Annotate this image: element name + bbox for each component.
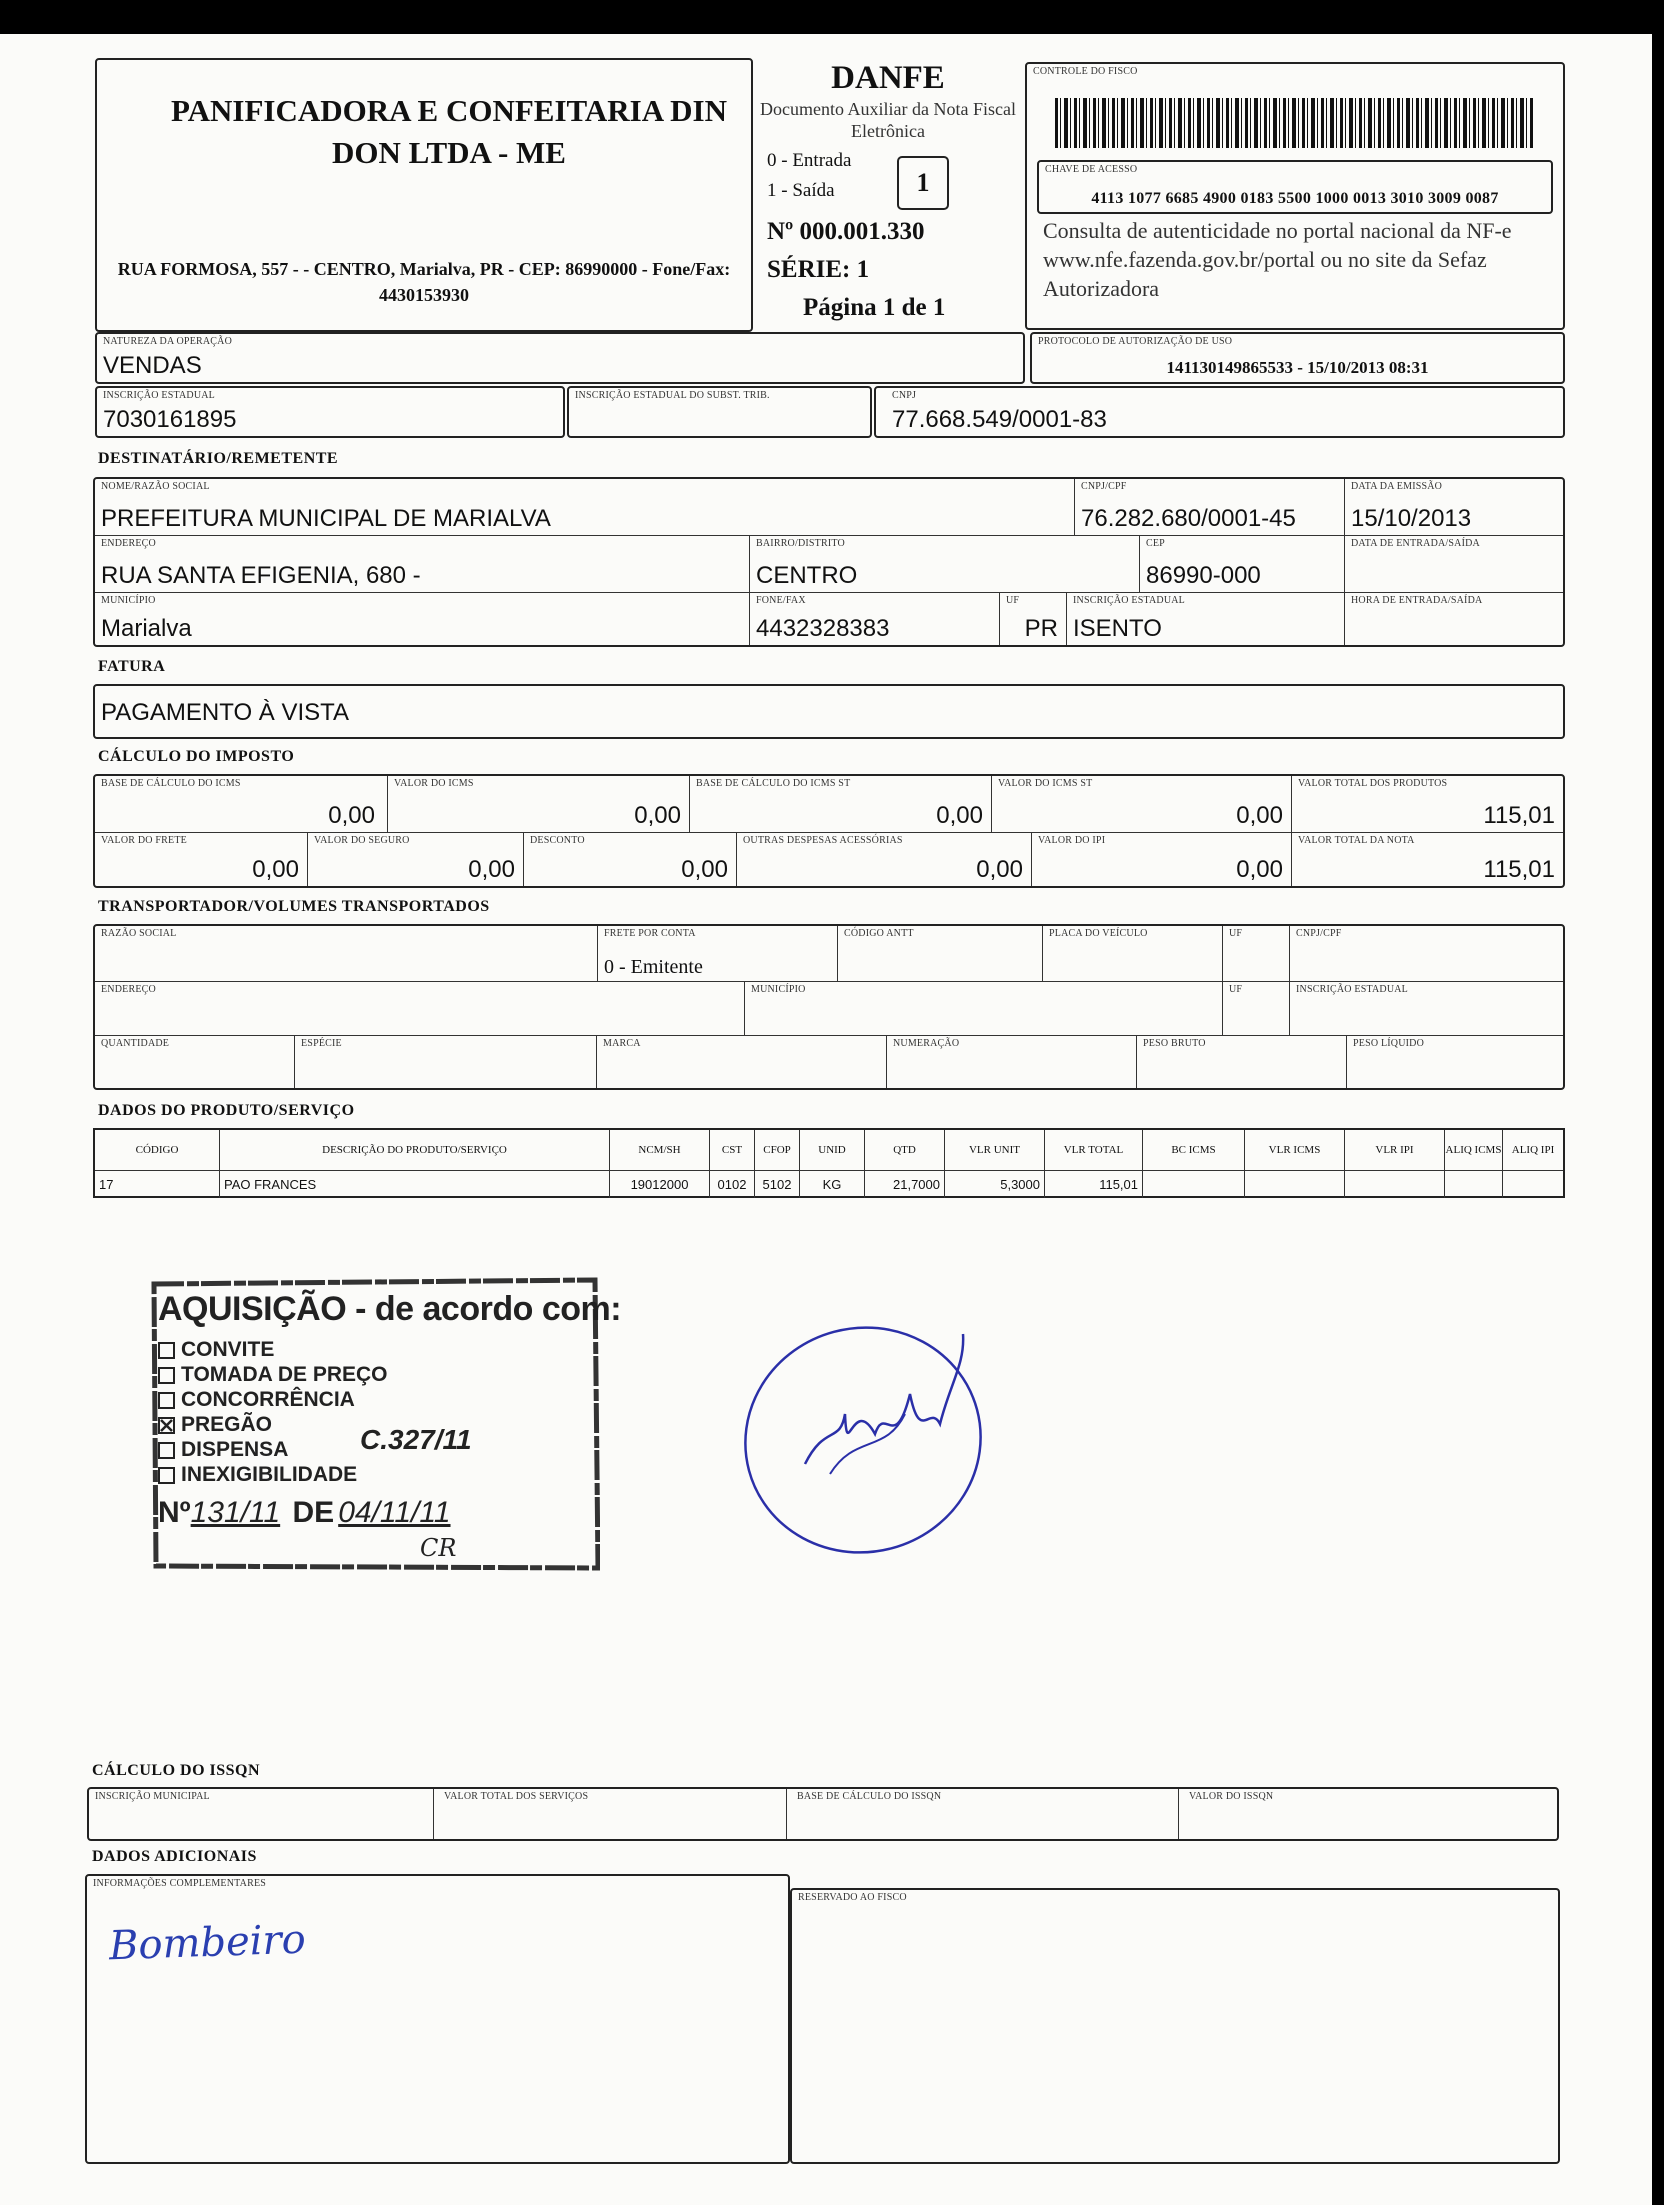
dest-cep-value: 86990-000: [1146, 562, 1261, 589]
transp-uf2-label: UF: [1229, 984, 1243, 995]
cnpj-emitente-label: CNPJ: [892, 390, 917, 401]
transp-frete-label: FRETE POR CONTA: [604, 928, 696, 939]
stamp-item-concorrencia-label: CONCORRÊNCIA: [181, 1388, 355, 1411]
transp-numeracao-cell: [887, 1036, 1137, 1088]
dest-uf-cell: [1000, 593, 1067, 645]
ipi-value: 0,00: [1236, 856, 1283, 883]
td-cfop: 5102: [755, 1170, 800, 1198]
info-handwritten: Bombeiro: [108, 1916, 307, 1970]
issqn-base-cell: [787, 1789, 1179, 1839]
stamp-item-concorrencia: [158, 1388, 355, 1412]
controle-fisco-box: [1025, 62, 1565, 330]
cnpj-emitente-box: [874, 386, 1565, 438]
th-aliq-ipi: ALIQ IPI: [1511, 1144, 1555, 1156]
transp-uf-label: UF: [1229, 928, 1243, 939]
destinatario-section: DESTINATÁRIO/REMETENTE: [98, 450, 339, 467]
base-icms-label: BASE DE CÁLCULO DO ICMS: [101, 778, 241, 789]
issqn-box: [87, 1787, 1559, 1841]
dest-cnpj-label: CNPJ/CPF: [1081, 481, 1127, 492]
valor-st-label: VALOR DO ICMS ST: [998, 778, 1093, 789]
stamp-item-dispensa-label: DISPENSA: [181, 1438, 289, 1461]
th-descricao: DESCRIÇÃO DO PRODUTO/SERVIÇO: [220, 1130, 610, 1170]
stamp-item-dispensa: [158, 1438, 288, 1462]
dest-endereco-cell: [95, 536, 750, 593]
fatura-value: PAGAMENTO À VISTA: [101, 699, 350, 726]
issqn-servicos-cell: [434, 1789, 787, 1839]
td-vlr-icms: [1245, 1170, 1345, 1198]
th-qtd: QTD: [865, 1130, 945, 1170]
base-st-label: BASE DE CÁLCULO DO ICMS ST: [696, 778, 851, 789]
transp-marca-cell: [597, 1036, 887, 1088]
dest-cnpj-value: 76.282.680/0001-45: [1081, 505, 1296, 532]
dest-cep-label: CEP: [1146, 538, 1165, 549]
transp-endereco-cell: [95, 982, 745, 1036]
danfe-serie: SÉRIE: 1: [767, 256, 870, 283]
dest-ie-cell: [1067, 593, 1345, 645]
dest-cep-cell: [1140, 536, 1345, 593]
stamp-numero-line: [158, 1496, 451, 1530]
checkbox-dispensa: [158, 1442, 175, 1459]
th-cfop: CFOP: [755, 1130, 800, 1170]
dest-nome-label: NOME/RAZÃO SOCIAL: [101, 481, 210, 492]
transp-ie-cell: [1290, 982, 1563, 1036]
td-vlr-unit: 5,3000: [945, 1170, 1045, 1198]
danfe-info: [753, 58, 1023, 332]
dest-nome-cell: [95, 479, 1075, 536]
transp-uf-cell: [1223, 926, 1290, 982]
dest-fone-label: FONE/FAX: [756, 595, 806, 606]
protocolo-box: [1030, 332, 1565, 384]
stamp-data: 04/11/11: [338, 1496, 451, 1529]
stamp-item-inexigibilidade-label: INEXIGIBILIDADE: [181, 1463, 358, 1486]
issqn-base-label: BASE DE CÁLCULO DO ISSQN: [797, 1791, 942, 1802]
danfe-subtitle: Documento Auxiliar da Nota Fiscal Eletrônica: [760, 99, 1016, 141]
checkbox-concorrencia: [158, 1392, 175, 1409]
ipi-label: VALOR DO IPI: [1038, 835, 1106, 846]
dest-municipio-label: MUNICÍPIO: [101, 595, 156, 606]
dest-bairro-label: BAIRRO/DISTRITO: [756, 538, 845, 549]
fatura-section: FATURA: [98, 658, 166, 675]
danfe-title: DANFE: [831, 60, 945, 96]
transp-placa-cell: [1043, 926, 1223, 982]
outras-cell: [737, 833, 1032, 886]
destinatario-box: [93, 477, 1565, 647]
dest-entrada-cell: [1345, 536, 1563, 593]
ie-value: 7030161895: [103, 406, 237, 433]
dest-nome-value: PREFEITURA MUNICIPAL DE MARIALVA: [101, 505, 551, 532]
ie-label: INSCRIÇÃO ESTADUAL: [103, 390, 215, 401]
dest-cnpj-cell: [1075, 479, 1345, 536]
issqn-im-cell: [89, 1789, 434, 1839]
chave-acesso: 4113 1077 6685 4900 0183 5500 1000 0013 3010 3009 0087: [1091, 190, 1499, 207]
td-aliq-icms: [1445, 1170, 1503, 1198]
emitente-address: RUA FORMOSA, 557 - - CENTRO, Marialva, PR - CEP: 86990000 - Fone/Fax: 4430153930: [117, 259, 731, 305]
controle-fisco-label: CONTROLE DO FISCO: [1033, 66, 1138, 77]
total-produtos-label: VALOR TOTAL DOS PRODUTOS: [1298, 778, 1448, 789]
stamp-item-tomada-label: TOMADA DE PREÇO: [181, 1363, 388, 1386]
th-unid: UNID: [800, 1130, 865, 1170]
transp-numeracao-label: NUMERAÇÃO: [893, 1038, 960, 1049]
reservado-fisco-label: RESERVADO AO FISCO: [798, 1892, 907, 1903]
stamp-item-convite: [158, 1338, 274, 1362]
natureza-label: NATUREZA DA OPERAÇÃO: [103, 336, 233, 347]
issqn-valor-cell: [1179, 1789, 1557, 1839]
outras-label: OUTRAS DESPESAS ACESSÓRIAS: [743, 835, 903, 846]
transp-frete-cell: [598, 926, 838, 982]
transp-marca-label: MARCA: [603, 1038, 641, 1049]
td-bc-icms: [1143, 1170, 1245, 1198]
stamp-item-tomada: [158, 1363, 388, 1387]
produtos-table: [93, 1128, 1565, 1198]
valor-st-cell: [992, 776, 1292, 833]
td-descricao: PAO FRANCES: [220, 1170, 610, 1198]
adicionais-section: DADOS ADICIONAIS: [92, 1848, 257, 1865]
th-vlr-total: VLR TOTAL: [1045, 1130, 1143, 1170]
transp-antt-cell: [838, 926, 1043, 982]
th-cst: CST: [710, 1130, 755, 1170]
transp-razao-label: RAZÃO SOCIAL: [101, 928, 177, 939]
natureza-value: VENDAS: [103, 352, 202, 379]
stamp-numero-prefix: Nº: [158, 1496, 191, 1529]
transp-quantidade-label: QUANTIDADE: [101, 1038, 170, 1049]
transp-peso-bruto-cell: [1137, 1036, 1347, 1088]
imposto-section: CÁLCULO DO IMPOSTO: [98, 748, 295, 765]
base-st-cell: [690, 776, 992, 833]
dest-uf-value: PR: [1024, 615, 1058, 642]
th-vlr-unit: VLR UNIT: [945, 1130, 1045, 1170]
dest-municipio-value: Marialva: [101, 615, 192, 642]
dest-fone-cell: [750, 593, 1000, 645]
transportador-box: [93, 924, 1565, 1090]
transp-peso-liquido-cell: [1347, 1036, 1563, 1088]
cnpj-emitente-value: 77.668.549/0001-83: [892, 406, 1107, 433]
transp-especie-cell: [295, 1036, 597, 1088]
issqn-im-label: INSCRIÇÃO MUNICIPAL: [95, 1791, 210, 1802]
danfe-document: [0, 34, 1652, 2205]
transp-razao-cell: [95, 926, 598, 982]
transp-cnpj-label: CNPJ/CPF: [1296, 928, 1342, 939]
desconto-value: 0,00: [681, 856, 728, 883]
fatura-box: [93, 684, 1565, 739]
td-vlr-total: 115,01: [1045, 1170, 1143, 1198]
valor-st-value: 0,00: [1236, 802, 1283, 829]
issqn-servicos-label: VALOR TOTAL DOS SERVIÇOS: [444, 1791, 589, 1802]
danfe-tipo-box: 1: [897, 156, 949, 210]
reservado-fisco-box: [790, 1888, 1560, 2164]
th-bc-icms: BC ICMS: [1143, 1130, 1245, 1170]
total-produtos-value: 115,01: [1483, 802, 1555, 829]
frete-value: 0,00: [252, 856, 299, 883]
transp-placa-label: PLACA DO VEÍCULO: [1049, 928, 1148, 939]
dest-ie-value: ISENTO: [1073, 615, 1162, 642]
chave-acesso-label: CHAVE DE ACESSO: [1045, 164, 1138, 175]
aquisicao-stamp: [150, 1274, 622, 1574]
td-unid: KG: [800, 1170, 865, 1198]
stamp-item-pregao: [158, 1413, 272, 1437]
danfe-entrada: 0 - Entrada: [767, 150, 852, 171]
dest-endereco-value: RUA SANTA EFIGENIA, 680 -: [101, 562, 421, 589]
th-ncm: NCM/SH: [610, 1130, 710, 1170]
dest-bairro-value: CENTRO: [756, 562, 858, 589]
dest-hora-cell: [1345, 593, 1563, 645]
dest-emissao-value: 15/10/2013: [1351, 505, 1472, 532]
stamp-rubrica: CR: [420, 1534, 457, 1562]
frete-cell: [95, 833, 308, 886]
stamp-item-inexigibilidade: [158, 1463, 357, 1487]
seguro-value: 0,00: [468, 856, 515, 883]
th-aliq-icms: ALIQ ICMS: [1445, 1130, 1503, 1170]
emitente-name: PANIFICADORA E CONFEITARIA DIN DON LTDA - ME: [170, 93, 728, 170]
transp-quantidade-cell: [95, 1036, 295, 1088]
base-icms-cell: [95, 776, 388, 833]
protocolo-value: 141130149865533 - 15/10/2013 08:31: [1166, 358, 1429, 377]
ie-st-label: INSCRIÇÃO ESTADUAL DO SUBST. TRIB.: [575, 390, 770, 401]
transp-municipio-cell: [745, 982, 1223, 1036]
base-st-value: 0,00: [936, 802, 983, 829]
transp-antt-label: CÓDIGO ANTT: [844, 928, 914, 939]
danfe-numero: Nº 000.001.330: [767, 218, 925, 245]
stamp-de: DE: [292, 1496, 335, 1529]
stamp-item-pregao-label: PREGÃO: [181, 1413, 273, 1436]
info-complementares-label: INFORMAÇÕES COMPLEMENTARES: [93, 1878, 267, 1889]
dest-fone-value: 4432328383: [756, 615, 890, 642]
stamp-item-convite-label: CONVITE: [181, 1338, 275, 1361]
td-qtd: 21,7000: [865, 1170, 945, 1198]
ie-box: [95, 386, 565, 438]
transp-frete-value: 0 - Emitente: [604, 956, 703, 978]
dest-bairro-cell: [750, 536, 1140, 593]
imposto-box: [93, 774, 1565, 888]
transp-endereco-label: ENDEREÇO: [101, 984, 156, 995]
outras-value: 0,00: [976, 856, 1023, 883]
dest-hora-label: HORA DE ENTRADA/SAÍDA: [1351, 595, 1483, 606]
dest-entrada-label: DATA DE ENTRADA/SAÍDA: [1351, 538, 1480, 549]
issqn-section: CÁLCULO DO ISSQN: [92, 1762, 261, 1779]
dest-uf-label: UF: [1006, 595, 1020, 606]
dest-endereco-label: ENDEREÇO: [101, 538, 156, 549]
total-nota-label: VALOR TOTAL DA NOTA: [1298, 835, 1415, 846]
desconto-label: DESCONTO: [530, 835, 585, 846]
dest-emissao-label: DATA DA EMISSÃO: [1351, 481, 1443, 492]
valor-icms-value: 0,00: [634, 802, 681, 829]
transp-peso-bruto-label: PESO BRUTO: [1143, 1038, 1206, 1049]
chave-acesso-box: [1037, 160, 1553, 214]
checkbox-inexigibilidade: [158, 1467, 175, 1484]
seguro-label: VALOR DO SEGURO: [314, 835, 410, 846]
total-nota-cell: [1292, 833, 1563, 886]
td-ncm: 19012000: [610, 1170, 710, 1198]
checkbox-convite: [158, 1342, 175, 1359]
th-vlr-ipi: VLR IPI: [1345, 1130, 1445, 1170]
th-codigo: CÓDIGO: [95, 1130, 220, 1170]
transp-municipio-label: MUNICÍPIO: [751, 984, 806, 995]
total-nota-value: 115,01: [1483, 856, 1555, 883]
protocolo-label: PROTOCOLO DE AUTORIZAÇÃO DE USO: [1038, 336, 1233, 347]
stamp-codigo: C.327/11: [360, 1424, 472, 1455]
info-complementares-box: [85, 1874, 790, 2164]
dest-ie-label: INSCRIÇÃO ESTADUAL: [1073, 595, 1185, 606]
td-cst: 0102: [710, 1170, 755, 1198]
transp-ie-label: INSCRIÇÃO ESTADUAL: [1296, 984, 1408, 995]
stamp-title: AQUISIÇÃO - de acordo com:: [158, 1290, 622, 1328]
barcode: [1055, 98, 1535, 148]
total-produtos-cell: [1292, 776, 1563, 833]
stamp-numero: 131/11: [190, 1496, 281, 1529]
td-codigo: 17: [95, 1170, 220, 1198]
issqn-valor-label: VALOR DO ISSQN: [1189, 1791, 1274, 1802]
dest-municipio-cell: [95, 593, 750, 645]
base-icms-value: 0,00: [328, 802, 375, 829]
valor-icms-cell: [388, 776, 690, 833]
seguro-cell: [308, 833, 524, 886]
valor-icms-label: VALOR DO ICMS: [394, 778, 474, 789]
danfe-saida: 1 - Saída: [767, 180, 835, 201]
ie-st-box: [567, 386, 872, 438]
transp-cnpj-cell: [1290, 926, 1563, 982]
checkbox-tomada: [158, 1367, 175, 1384]
td-aliq-ipi: [1503, 1170, 1563, 1198]
signature: [735, 1314, 1015, 1564]
transportador-section: TRANSPORTADOR/VOLUMES TRANSPORTADOS: [98, 898, 490, 915]
td-vlr-ipi: [1345, 1170, 1445, 1198]
th-vlr-icms: VLR ICMS: [1245, 1130, 1345, 1170]
emitente-box: [95, 58, 753, 332]
produtos-section: DADOS DO PRODUTO/SERVIÇO: [98, 1102, 355, 1119]
transp-peso-liquido-label: PESO LÍQUIDO: [1353, 1038, 1425, 1049]
transp-especie-label: ESPÉCIE: [301, 1038, 342, 1049]
danfe-pagina: Página 1 de 1: [803, 294, 946, 321]
natureza-box: [95, 332, 1025, 384]
transp-uf2-cell: [1223, 982, 1290, 1036]
desconto-cell: [524, 833, 737, 886]
consulta-text: Consulta de autenticidade no portal nacional da NF-e www.nfe.fazenda.gov.br/portal ou no site da Sefaz Autorizadora: [1043, 218, 1512, 301]
ipi-cell: [1032, 833, 1292, 886]
frete-label: VALOR DO FRETE: [101, 835, 187, 846]
dest-emissao-cell: [1345, 479, 1563, 536]
checkbox-pregao-checked: [158, 1417, 175, 1434]
